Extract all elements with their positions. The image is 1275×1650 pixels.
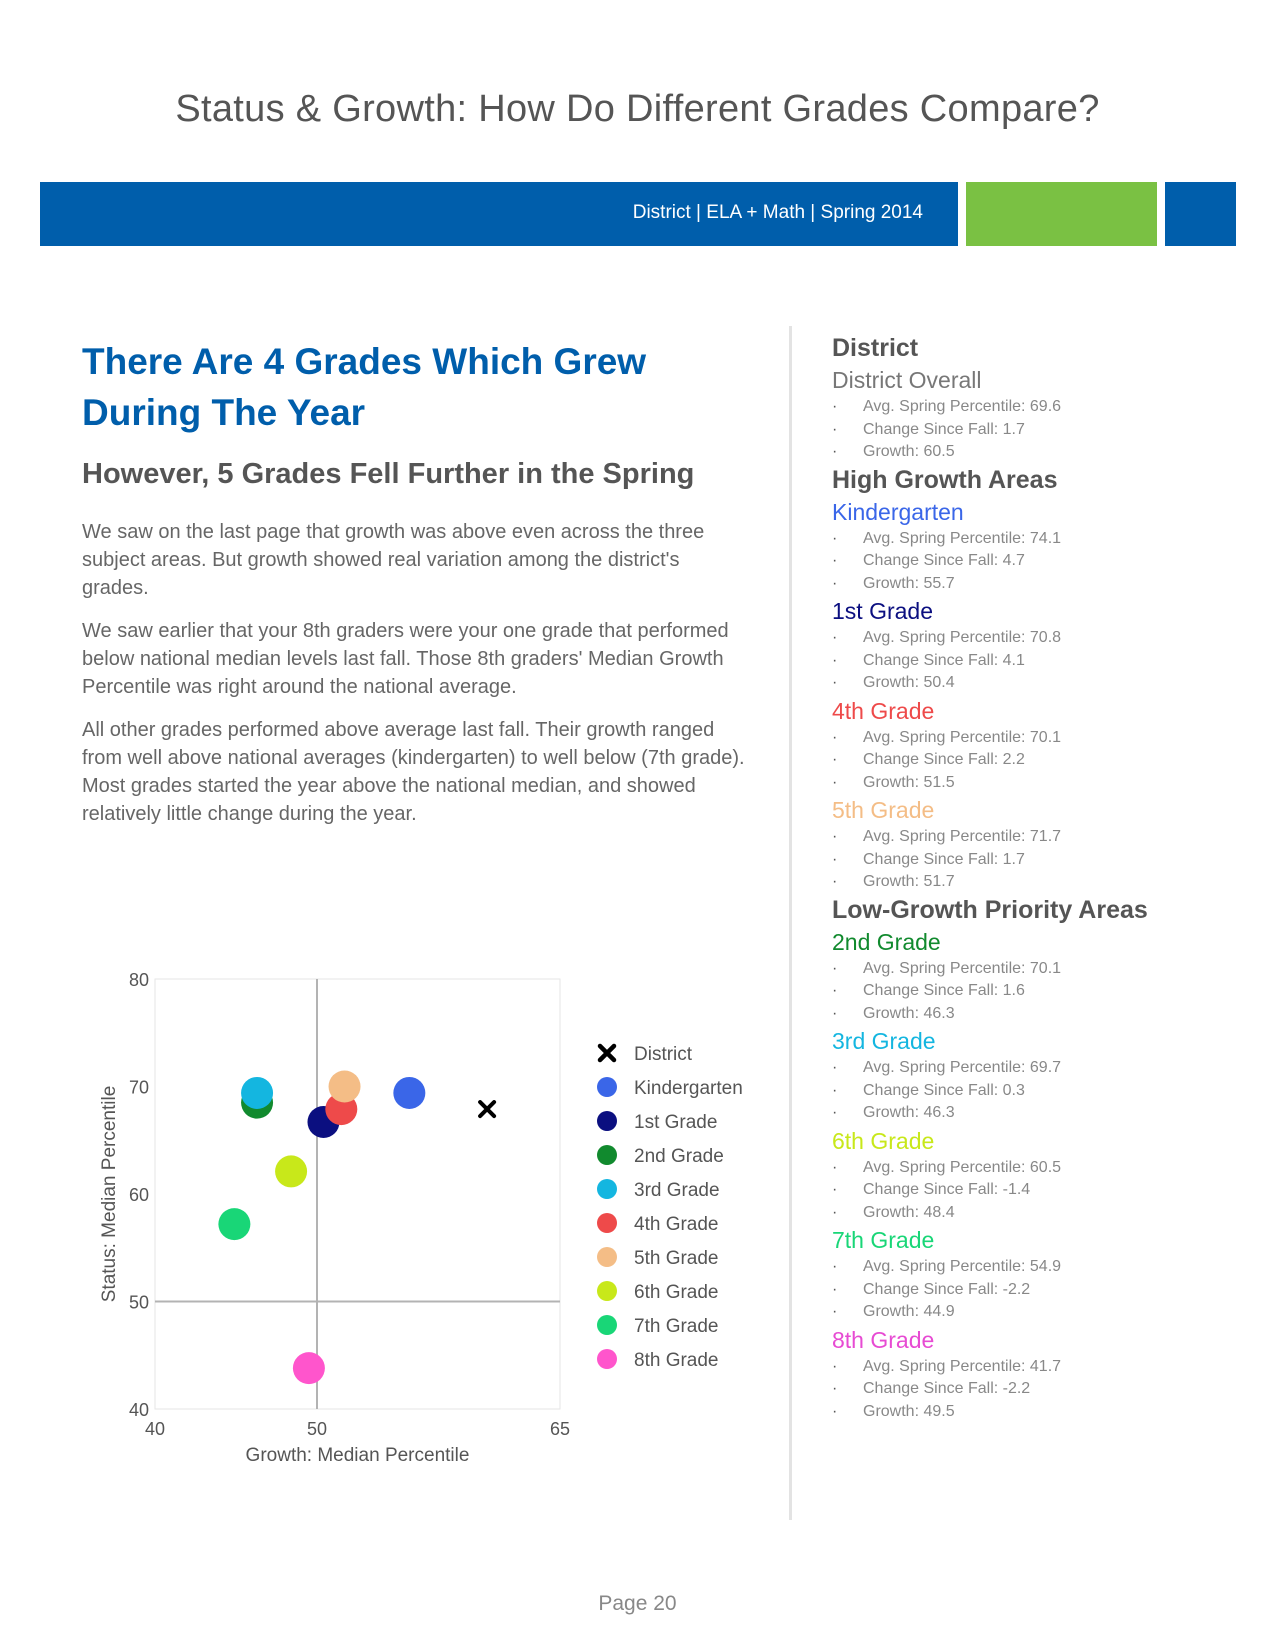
sidebar-summary: [832, 332, 1252, 1423]
legend-label: District: [634, 1044, 693, 1065]
y-tick-label: 60: [128, 1185, 149, 1205]
legend-label: 6th Grade: [634, 1282, 719, 1303]
grade-name: 5th Grade: [832, 797, 935, 823]
stat-item: · Change Since Fall: -1.4: [832, 1179, 1252, 1202]
stat-item: · Avg. Spring Percentile: 41.7: [832, 1356, 1252, 1379]
data-point: [241, 1077, 273, 1109]
x-tick-label: 50: [306, 1419, 328, 1439]
stat-item: · Change Since Fall: 1.7: [832, 419, 1252, 442]
legend-label: 5th Grade: [634, 1248, 719, 1269]
grade-name: 8th Grade: [832, 1326, 935, 1353]
header-banner: [40, 182, 958, 246]
data-point: [275, 1155, 307, 1187]
stat-item: · Avg. Spring Percentile: 54.9: [832, 1256, 1252, 1279]
banner-accent-green: [966, 182, 1157, 246]
stat-item: · Change Since Fall: 4.1: [832, 650, 1252, 673]
stat-item: · Change Since Fall: -2.2: [832, 1378, 1252, 1401]
stat-item: · Growth: 46.3: [832, 1102, 1252, 1125]
stat-item: · Avg. Spring Percentile: 70.1: [832, 727, 1252, 750]
subheadline: However, 5 Grades Fell Further in the Spring: [82, 458, 695, 490]
paragraph: We saw on the last page that growth was above even across the three subject areas. But growth showed real variation among the district's grades.: [82, 521, 705, 599]
legend-label: Kindergarten: [634, 1078, 743, 1099]
data-point: [329, 1071, 361, 1103]
grade-stats: [832, 1256, 1252, 1324]
stat-item: · Avg. Spring Percentile: 69.6: [832, 396, 1252, 419]
banner-context-text: District | ELA + Math | Spring 2014: [632, 202, 923, 223]
stat-item: · Change Since Fall: -2.2: [832, 1279, 1252, 1302]
low-growth-list: [832, 926, 1252, 1424]
y-tick-label: 80: [128, 970, 149, 990]
legend-marker: [597, 1111, 617, 1131]
legend-label: 8th Grade: [634, 1350, 719, 1371]
legend-marker: [600, 1046, 614, 1060]
section-heading-high-growth: High Growth Areas: [832, 465, 1058, 494]
stat-item: · Growth: 51.5: [832, 772, 1252, 795]
grade-name: 3rd Grade: [832, 1028, 936, 1054]
legend-label: 2nd Grade: [634, 1146, 724, 1167]
stat-item: · Avg. Spring Percentile: 69.7: [832, 1057, 1252, 1080]
stat-item: · Growth: 49.5: [832, 1401, 1252, 1424]
banner-accent-blue: [1165, 182, 1236, 246]
grade-stats: [832, 727, 1252, 795]
legend-marker: [597, 1077, 617, 1097]
grade-stats: [832, 1356, 1252, 1424]
stat-item: · Growth: 50.4: [832, 672, 1252, 695]
district-overall-stats: [832, 396, 1252, 464]
grade-stats: [832, 1057, 1252, 1125]
stat-item: · Avg. Spring Percentile: 71.7: [832, 826, 1252, 849]
data-point: [293, 1352, 325, 1384]
legend-marker: [597, 1247, 617, 1267]
legend-label: 7th Grade: [634, 1316, 719, 1337]
grade-name: 7th Grade: [832, 1227, 935, 1253]
section-heading-district: District: [832, 334, 919, 362]
x-axis-label: Growth: Median Percentile: [245, 1445, 470, 1466]
grade-name: 6th Grade: [832, 1127, 935, 1154]
grade-name: 4th Grade: [832, 697, 935, 724]
grade-stats: [832, 627, 1252, 695]
y-axis-label: Status: Median Percentile: [99, 1085, 120, 1303]
legend-label: 4th Grade: [634, 1214, 719, 1235]
x-tick-label: 65: [549, 1419, 571, 1439]
stat-item: · Growth: 48.4: [832, 1202, 1252, 1225]
grade-stats: [832, 958, 1252, 1026]
headline: There Are 4 Grades Which Grew During The Year: [82, 341, 647, 433]
legend-marker: [597, 1213, 617, 1233]
paragraph: All other grades performed above average last fall. Their growth ranged from well above national averages (kindergarten) to well below (7th grade). Most grades started the year above the national median, and showed relatively little change during the year.: [82, 719, 745, 825]
stat-item: · Avg. Spring Percentile: 74.1: [832, 528, 1252, 551]
scatter-plot: [95, 965, 795, 1485]
data-point: [218, 1208, 250, 1240]
stat-item: · Growth: 60.5: [832, 441, 1252, 464]
grade-stats: [832, 1157, 1252, 1225]
grade-name: Kindergarten: [832, 498, 964, 525]
legend-marker: [597, 1349, 617, 1369]
stat-item: · Change Since Fall: 1.6: [832, 980, 1252, 1003]
grade-stats: [832, 826, 1252, 894]
stat-item: · Avg. Spring Percentile: 70.1: [832, 958, 1252, 981]
stat-item: · Avg. Spring Percentile: 70.8: [832, 627, 1252, 650]
stat-item: · Growth: 46.3: [832, 1003, 1252, 1026]
stat-item: · Change Since Fall: 2.2: [832, 749, 1252, 772]
status-growth-chart: [95, 965, 795, 1485]
stat-item: · Change Since Fall: 0.3: [832, 1080, 1252, 1103]
stat-item: · Avg. Spring Percentile: 60.5: [832, 1157, 1252, 1180]
data-point: [393, 1077, 425, 1109]
high-growth-list: [832, 496, 1252, 894]
paragraph: We saw earlier that your 8th graders were your one grade that performed below national median levels last fall. Those 8th graders' Median Growth Percentile was right around the national average.: [82, 620, 729, 698]
stat-item: · Change Since Fall: 1.7: [832, 849, 1252, 872]
legend-marker: [597, 1281, 617, 1301]
page-number: Page 20: [598, 1592, 677, 1615]
page-title: Status & Growth: How Do Different Grades Compare?: [175, 88, 1100, 130]
legend-label: 1st Grade: [634, 1112, 718, 1133]
x-tick-label: 40: [144, 1419, 166, 1439]
district-overall-name: District Overall: [832, 367, 982, 393]
y-tick-label: 70: [128, 1077, 149, 1098]
legend-marker: [597, 1179, 617, 1199]
plot-frame: [155, 979, 560, 1409]
stat-item: · Growth: 44.9: [832, 1301, 1252, 1324]
section-heading-low-growth: Low-Growth Priority Areas: [832, 895, 1148, 924]
legend-label: 3rd Grade: [634, 1180, 720, 1201]
stat-item: · Change Since Fall: 4.7: [832, 550, 1252, 573]
grade-stats: [832, 528, 1252, 596]
legend-marker: [597, 1145, 617, 1165]
grade-name: 1st Grade: [832, 598, 933, 624]
body-text: [82, 518, 747, 843]
grade-name: 2nd Grade: [832, 928, 941, 955]
y-tick-label: 50: [128, 1292, 149, 1313]
data-point-district: [480, 1102, 494, 1116]
stat-item: · Growth: 55.7: [832, 573, 1252, 596]
legend-marker: [597, 1315, 617, 1335]
y-tick-label: 40: [128, 1400, 149, 1420]
stat-item: · Growth: 51.7: [832, 871, 1252, 894]
